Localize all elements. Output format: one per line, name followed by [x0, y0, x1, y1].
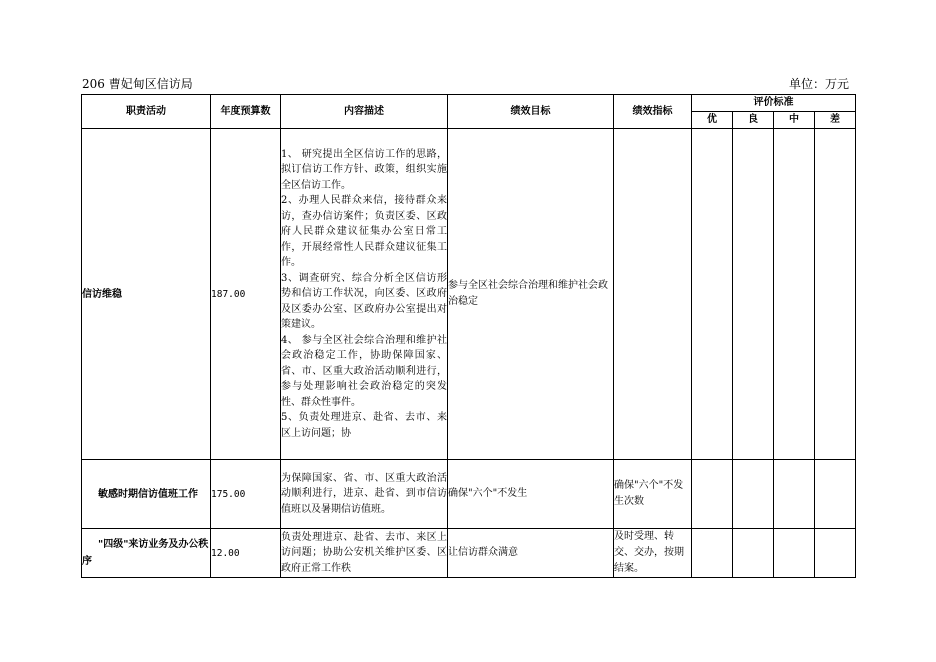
column-header-excellent: 优 [692, 112, 733, 129]
column-header-poor: 差 [815, 112, 856, 129]
column-header-description: 内容描述 [281, 95, 448, 129]
description-paragraph: 4、 参与全区社会综合治理和维护社会政治稳定工作，协助保障国家、省、市、区重大政治活动顺利进行，参与处理影响社会政治稳定的突发性、群众性事件。 [281, 334, 447, 408]
rating-medium-cell [774, 460, 815, 529]
goal-cell: 确保"六个"不发生 [448, 460, 614, 529]
column-header-goal: 绩效目标 [448, 95, 614, 129]
rating-good-cell [733, 460, 774, 529]
column-header-budget: 年度预算数 [211, 95, 281, 129]
goal-cell: 让信访群众满意 [448, 529, 614, 578]
rating-poor-cell [815, 129, 856, 460]
indicator-cell: 及时受理、转交、交办，按期结案。 [614, 529, 692, 578]
budget-cell: 175.00 [211, 460, 281, 529]
column-header-standard: 评价标准 [692, 95, 856, 112]
column-header-indicator: 绩效指标 [614, 95, 692, 129]
unit-label: 单位：万元 [788, 77, 849, 91]
indicator-cell: 确保"六个"不发生次数 [614, 460, 692, 529]
rating-excellent-cell [692, 460, 733, 529]
column-header-good: 良 [733, 112, 774, 129]
rating-good-cell [733, 129, 774, 460]
rating-excellent-cell [692, 129, 733, 460]
description-cell [281, 129, 448, 460]
rating-poor-cell [815, 460, 856, 529]
rating-good-cell [733, 529, 774, 578]
description-cell [281, 529, 448, 578]
rating-excellent-cell [692, 529, 733, 578]
column-header-activity: 职责活动 [82, 95, 211, 129]
table-row [82, 460, 856, 529]
description-paragraph: 5、负责处理进京、赴省、去市、来区上访问题；协 [281, 412, 447, 439]
description-paragraph: 1、 研究提出全区信访工作的思路，拟订信访工作方针、政策，组织实施全区信访工作。 [281, 148, 447, 191]
activity-cell: 敏感时期信访值班工作 [82, 460, 211, 529]
activity-cell: 信访维稳 [82, 129, 211, 460]
description-cell [281, 460, 448, 529]
budget-cell: 12.00 [211, 529, 281, 578]
column-header-medium: 中 [774, 112, 815, 129]
description-paragraph: 负责处理进京、赴省、去市、来区上访问题；协助公安机关维护区委、区政府正常工作秩 [281, 531, 447, 574]
rating-poor-cell [815, 529, 856, 578]
unit-code-name: 206 曹妃甸区信访局 [82, 77, 193, 91]
table-row [82, 529, 856, 578]
table-row [82, 129, 856, 460]
performance-budget-table [81, 94, 856, 578]
description-paragraph: 2、办理人民群众来信，接待群众来访，查办信访案件；负责区委、区政府人民群众建议征集办公室日常工作，开展经常性人民群众建议征集工作。 [281, 195, 447, 269]
header-row [82, 95, 856, 112]
rating-medium-cell [774, 129, 815, 460]
description-paragraph: 3、调查研究、综合分析全区信访形势和信访工作状况，向区委、区政府及区委办公室、区政府办公室提出对策建议。 [281, 272, 447, 331]
goal-cell: 参与全区社会综合治理和维护社会政治稳定 [448, 129, 614, 460]
rating-medium-cell [774, 529, 815, 578]
budget-cell: 187.00 [211, 129, 281, 460]
indicator-cell [614, 129, 692, 460]
description-paragraph: 为保障国家、省、市、区重大政治活动顺利进行，进京、赴省、到市信访值班以及暑期信访值班。 [281, 472, 447, 515]
activity-cell: "四级"来访业务及办公秩序 [82, 529, 211, 578]
